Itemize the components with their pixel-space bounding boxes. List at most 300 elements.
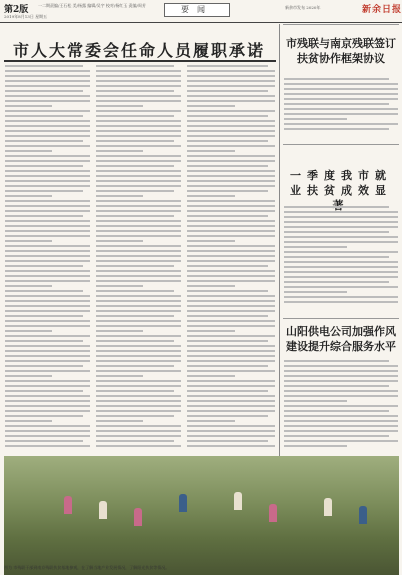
body-text-line	[5, 365, 83, 367]
body-text-line	[187, 290, 268, 292]
body-text-line	[284, 385, 389, 387]
body-text-line	[96, 360, 181, 362]
body-text-line	[187, 130, 275, 132]
body-text-line	[5, 150, 52, 152]
headline-rule	[4, 60, 276, 62]
body-text-line	[5, 145, 90, 147]
body-text-line	[284, 281, 389, 283]
body-text-line	[96, 330, 143, 332]
body-text-line	[187, 310, 275, 312]
body-text-line	[96, 155, 181, 157]
body-text-line	[96, 295, 181, 297]
body-text-line	[5, 420, 52, 422]
body-text-line	[284, 425, 398, 427]
body-text-line	[5, 280, 90, 282]
body-text-line	[96, 305, 181, 307]
body-text-line	[284, 83, 398, 85]
body-text-line	[187, 440, 268, 442]
body-text-line	[96, 410, 181, 412]
body-text-line	[5, 315, 83, 317]
body-text-line	[96, 365, 174, 367]
header-date: 2019年8月13日 星期五	[4, 14, 48, 19]
body-text-line	[284, 88, 398, 90]
body-text-line	[5, 135, 90, 137]
body-text-line	[284, 226, 398, 228]
body-text-line	[187, 225, 275, 227]
body-text-line	[284, 241, 398, 243]
body-text-line	[5, 335, 90, 337]
body-text-line	[284, 113, 398, 115]
body-text-line	[5, 180, 90, 182]
body-text-line	[5, 385, 90, 387]
header-right-info: 新余市发布 2020年	[285, 5, 321, 10]
body-text-line	[96, 280, 181, 282]
body-text-line	[96, 340, 174, 342]
body-text-line	[96, 255, 181, 257]
body-text-line	[5, 270, 90, 272]
body-text-line	[96, 110, 181, 112]
body-text-line	[5, 200, 90, 202]
body-text-line	[96, 80, 181, 82]
body-text-line	[187, 190, 268, 192]
body-text-line	[284, 370, 398, 372]
body-text-line	[284, 98, 398, 100]
body-text-line	[284, 365, 398, 367]
body-text-line	[96, 265, 174, 267]
body-text-line	[284, 405, 398, 407]
body-text-line	[96, 445, 181, 447]
page-number: 第2版	[4, 5, 29, 15]
body-text-line	[187, 345, 275, 347]
body-text-line	[5, 295, 90, 297]
body-text-line	[187, 400, 275, 402]
article-column-2	[96, 65, 181, 453]
body-text-line	[5, 255, 90, 257]
body-text-line	[96, 430, 181, 432]
body-text-line	[96, 325, 181, 327]
right-story-1-body	[284, 78, 398, 136]
header-info: 一二期责编/王石松 美/杨露 编辑/吴宇 校对/杨红玉 责编/周芳	[38, 3, 146, 8]
body-text-line	[96, 350, 181, 352]
body-text-line	[187, 135, 275, 137]
body-text-line	[96, 210, 181, 212]
body-text-line	[5, 375, 52, 377]
body-text-line	[96, 190, 174, 192]
body-text-line	[187, 430, 275, 432]
body-text-line	[5, 195, 52, 197]
body-text-line	[284, 286, 398, 288]
body-text-line	[96, 320, 181, 322]
body-text-line	[96, 125, 181, 127]
body-text-line	[5, 120, 90, 122]
photo-figure	[359, 506, 367, 524]
body-text-line	[187, 165, 268, 167]
body-text-line	[96, 220, 181, 222]
body-text-line	[284, 103, 389, 105]
body-text-line	[284, 231, 389, 233]
body-text-line	[187, 175, 275, 177]
body-text-line	[284, 420, 398, 422]
page-header	[0, 0, 402, 23]
body-text-line	[5, 140, 83, 142]
body-text-line	[96, 440, 174, 442]
body-text-line	[284, 296, 398, 298]
body-text-line	[187, 405, 275, 407]
body-text-line	[284, 266, 398, 268]
body-text-line	[284, 216, 398, 218]
newspaper-logo: 新余日报	[362, 5, 402, 15]
body-text-line	[187, 220, 275, 222]
body-text-line	[187, 325, 275, 327]
body-text-line	[187, 235, 275, 237]
body-text-line	[187, 380, 275, 382]
body-text-line	[96, 400, 181, 402]
body-text-line	[187, 385, 275, 387]
body-text-line	[5, 190, 83, 192]
body-text-line	[187, 150, 235, 152]
body-text-line	[96, 345, 181, 347]
body-text-line	[5, 105, 52, 107]
body-text-line	[187, 160, 275, 162]
body-text-line	[5, 260, 90, 262]
body-text-line	[96, 385, 181, 387]
body-text-line	[187, 270, 275, 272]
body-text-line	[5, 380, 90, 382]
body-text-line	[96, 145, 181, 147]
body-text-line	[5, 290, 83, 292]
right-story-1-frame	[283, 24, 399, 25]
body-text-line	[284, 395, 398, 397]
photo-figure	[324, 498, 332, 516]
body-text-line	[5, 85, 90, 87]
body-text-line	[284, 123, 398, 125]
body-text-line	[5, 275, 90, 277]
body-text-line	[187, 180, 275, 182]
body-text-line	[187, 375, 235, 377]
body-text-line	[5, 210, 90, 212]
body-text-line	[5, 300, 90, 302]
body-text-line	[284, 128, 389, 130]
body-text-line	[284, 251, 398, 253]
body-text-line	[96, 420, 143, 422]
body-text-line	[96, 135, 181, 137]
body-text-line	[5, 90, 83, 92]
right-story-1-title: 市残联与南京残联签订扶贫协作框架协议	[286, 37, 396, 65]
body-text-line	[96, 170, 181, 172]
body-text-line	[96, 195, 143, 197]
body-text-line	[96, 370, 181, 372]
body-text-line	[284, 276, 398, 278]
body-text-line	[96, 390, 174, 392]
news-photo	[4, 456, 399, 575]
body-text-line	[187, 275, 275, 277]
body-text-line	[96, 150, 143, 152]
body-text-line	[96, 215, 174, 217]
body-text-line	[284, 301, 398, 303]
body-text-line	[96, 65, 174, 67]
body-text-line	[96, 415, 174, 417]
body-text-line	[96, 260, 181, 262]
body-text-line	[96, 75, 181, 77]
body-text-line	[5, 230, 90, 232]
right-story-2-frame	[283, 144, 399, 145]
body-text-line	[5, 305, 90, 307]
body-text-line	[96, 435, 181, 437]
body-text-line	[187, 115, 268, 117]
body-text-line	[187, 425, 275, 427]
body-text-line	[187, 105, 235, 107]
body-text-line	[284, 271, 398, 273]
body-text-line	[187, 265, 268, 267]
body-text-line	[187, 85, 275, 87]
right-story-3-body	[284, 360, 398, 452]
body-text-line	[96, 355, 181, 357]
right-story-2-title: 一季度我市就业扶贫成效显	[290, 169, 392, 197]
body-text-line	[96, 270, 181, 272]
body-text-line	[284, 375, 398, 377]
body-text-line	[5, 240, 52, 242]
body-text-line	[187, 145, 275, 147]
body-text-line	[5, 205, 90, 207]
body-text-line	[96, 405, 181, 407]
body-text-line	[5, 130, 90, 132]
body-text-line	[5, 395, 90, 397]
body-text-line	[187, 195, 235, 197]
body-text-line	[5, 435, 90, 437]
body-text-line	[187, 295, 275, 297]
body-text-line	[96, 175, 181, 177]
body-text-line	[5, 325, 90, 327]
body-text-line	[96, 200, 181, 202]
body-text-line	[187, 300, 275, 302]
body-text-line	[96, 140, 174, 142]
body-text-line	[96, 120, 181, 122]
photo-figure	[134, 508, 142, 526]
body-text-line	[96, 315, 174, 317]
body-text-line	[96, 100, 181, 102]
body-text-line	[284, 206, 389, 208]
right-story-3-frame	[283, 318, 399, 319]
right-story-3-title: 山阳供电公司加强作风建设提升综合服务水平	[286, 325, 396, 353]
body-text-line	[187, 415, 268, 417]
body-text-line	[96, 230, 181, 232]
body-text-line	[5, 430, 90, 432]
body-text-line	[187, 305, 275, 307]
body-text-line	[187, 390, 268, 392]
body-text-line	[5, 110, 90, 112]
body-text-line	[96, 335, 181, 337]
body-text-line	[187, 90, 268, 92]
right-story-2-body	[284, 206, 398, 310]
body-text-line	[187, 65, 268, 67]
body-text-line	[187, 210, 275, 212]
body-text-line	[5, 75, 90, 77]
body-text-line	[5, 320, 90, 322]
photo-figure	[64, 496, 72, 514]
body-text-line	[5, 175, 90, 177]
body-text-line	[187, 170, 275, 172]
body-text-line	[5, 360, 90, 362]
body-text-line	[187, 395, 275, 397]
body-text-line	[187, 335, 275, 337]
body-text-line	[5, 370, 90, 372]
body-text-line	[284, 118, 347, 120]
body-text-line	[5, 245, 90, 247]
body-text-line	[5, 440, 83, 442]
body-text-line	[187, 285, 235, 287]
body-text-line	[96, 250, 181, 252]
body-text-line	[5, 355, 90, 357]
body-text-line	[96, 85, 181, 87]
body-text-line	[96, 90, 174, 92]
body-text-line	[284, 380, 398, 382]
main-headline: 市人大常委会任命人员履职承诺	[12, 41, 265, 60]
body-text-line	[96, 185, 181, 187]
body-text-line	[5, 185, 90, 187]
body-text-line	[187, 75, 275, 77]
body-text-line	[5, 310, 90, 312]
body-text-line	[96, 105, 143, 107]
body-text-line	[5, 220, 90, 222]
body-text-line	[5, 285, 52, 287]
body-text-line	[284, 415, 398, 417]
body-text-line	[96, 115, 174, 117]
body-text-line	[187, 80, 275, 82]
photo-figure	[99, 501, 107, 519]
body-text-line	[284, 221, 398, 223]
body-text-line	[187, 315, 268, 317]
body-text-line	[187, 420, 235, 422]
photo-figure	[269, 504, 277, 522]
body-text-line	[5, 160, 90, 162]
body-text-line	[96, 205, 181, 207]
body-text-line	[187, 365, 268, 367]
body-text-line	[187, 95, 275, 97]
body-text-line	[284, 78, 389, 80]
body-text-line	[5, 250, 90, 252]
body-text-line	[187, 255, 275, 257]
body-text-line	[187, 230, 275, 232]
body-text-line	[284, 435, 389, 437]
body-text-line	[284, 256, 389, 258]
body-text-line	[187, 350, 275, 352]
body-text-line	[96, 300, 181, 302]
body-text-line	[187, 435, 275, 437]
body-text-line	[5, 125, 90, 127]
body-text-line	[187, 355, 275, 357]
body-text-line	[284, 236, 398, 238]
body-text-line	[187, 340, 268, 342]
body-text-line	[5, 80, 90, 82]
body-text-line	[5, 400, 90, 402]
body-text-line	[284, 211, 398, 213]
body-text-line	[187, 260, 275, 262]
body-text-line	[5, 445, 90, 447]
body-text-line	[187, 185, 275, 187]
body-text-line	[5, 165, 83, 167]
body-text-line	[284, 360, 389, 362]
body-text-line	[96, 395, 181, 397]
body-text-line	[96, 130, 181, 132]
body-text-line	[5, 155, 90, 157]
body-text-line	[96, 380, 181, 382]
body-text-line	[5, 225, 90, 227]
body-text-line	[187, 250, 275, 252]
body-text-line	[284, 108, 398, 110]
body-text-line	[187, 205, 275, 207]
body-text-line	[284, 246, 347, 248]
body-text-line	[96, 235, 181, 237]
body-text-line	[5, 115, 83, 117]
body-text-line	[5, 235, 90, 237]
body-text-line	[96, 275, 181, 277]
body-text-line	[96, 160, 181, 162]
body-text-line	[187, 100, 275, 102]
body-text-line	[96, 285, 143, 287]
article-column-3	[187, 65, 275, 453]
body-text-line	[187, 125, 275, 127]
body-text-line	[284, 291, 347, 293]
body-text-line	[187, 200, 275, 202]
body-text-line	[5, 405, 90, 407]
body-text-line	[96, 165, 174, 167]
body-text-line	[5, 415, 83, 417]
body-text-line	[187, 155, 275, 157]
body-text-line	[284, 430, 398, 432]
body-text-line	[5, 265, 83, 267]
body-text-line	[187, 360, 275, 362]
body-text-line	[96, 225, 181, 227]
body-text-line	[96, 425, 181, 427]
body-text-line	[187, 240, 235, 242]
body-text-line	[284, 410, 389, 412]
body-text-line	[284, 400, 347, 402]
body-text-line	[5, 170, 90, 172]
body-text-line	[5, 340, 83, 342]
body-text-line	[187, 110, 275, 112]
body-text-line	[5, 350, 90, 352]
body-text-line	[5, 100, 90, 102]
body-text-line	[96, 375, 143, 377]
body-text-line	[96, 310, 181, 312]
body-text-line	[284, 440, 398, 442]
body-text-line	[187, 120, 275, 122]
photo-figure	[179, 494, 187, 512]
body-text-line	[187, 410, 275, 412]
body-text-line	[187, 320, 275, 322]
body-text-line	[5, 410, 90, 412]
body-text-line	[284, 390, 398, 392]
body-text-line	[96, 245, 181, 247]
body-text-line	[284, 445, 347, 447]
photo-caption: 图为 市残联干部到南京残联扶贫基地参观，在了解当地产业发展情况，了解阳光扶贫等情况。	[4, 565, 170, 570]
body-text-line	[187, 140, 268, 142]
body-text-line	[96, 240, 143, 242]
body-text-line	[5, 70, 90, 72]
body-text-line	[187, 445, 275, 447]
body-text-line	[5, 65, 83, 67]
body-text-line	[187, 280, 275, 282]
body-text-line	[187, 245, 275, 247]
body-text-line	[284, 93, 398, 95]
article-column-1	[5, 65, 90, 453]
body-text-line	[96, 70, 181, 72]
body-text-line	[5, 390, 83, 392]
body-text-line	[96, 180, 181, 182]
body-text-line	[187, 70, 275, 72]
body-text-line	[5, 425, 90, 427]
body-text-line	[96, 95, 181, 97]
